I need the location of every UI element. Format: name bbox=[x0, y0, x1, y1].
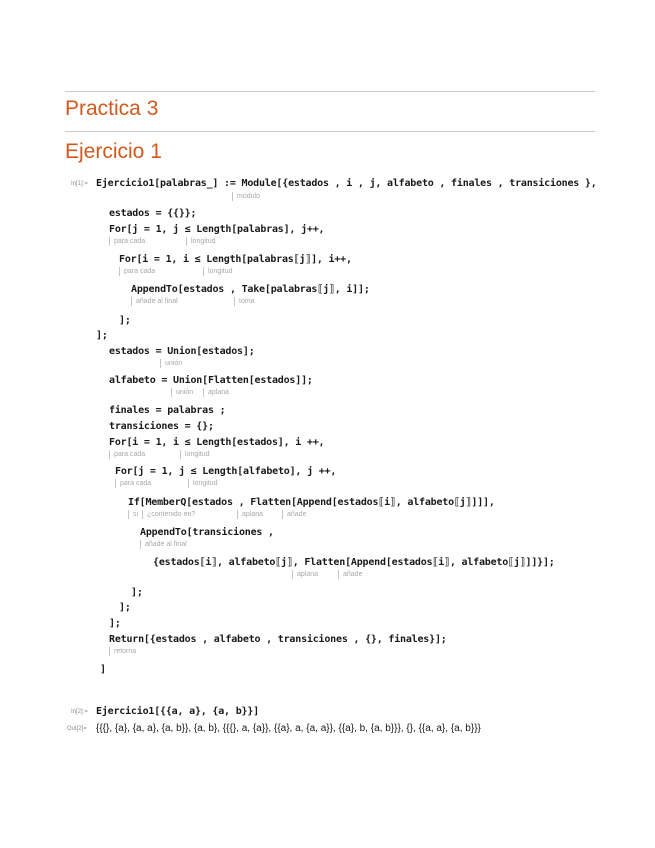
code-line[interactable]: ] bbox=[100, 664, 106, 675]
code-line[interactable]: ]; bbox=[119, 315, 131, 326]
code-line[interactable]: If[MemberQ[estados , Flatten[Append[estados⟦i⟧, alfabeto⟦j⟧]]], bbox=[128, 497, 495, 508]
usage-annotation: toma bbox=[234, 297, 255, 306]
usage-annotation: añade bbox=[282, 510, 306, 519]
page-title: Practica 3 bbox=[65, 97, 159, 120]
output-text: {{{}, {a}, {a, a}, {a, b}}, {a, b}, {{{}, a, {a}}, {{a}, a, {a, a}}, {{a}, b, {a, b}}}, {}, {{a, a}, {a, b}}} bbox=[96, 723, 481, 734]
code-line[interactable]: ]; bbox=[96, 330, 108, 341]
usage-annotation: longitud bbox=[188, 479, 218, 488]
code-line[interactable]: ]; bbox=[119, 602, 131, 613]
usage-annotation: para cada bbox=[109, 450, 145, 459]
code-line[interactable]: alfabeto = Union[Flatten[estados]]; bbox=[109, 375, 313, 386]
code-line[interactable]: Ejercicio1[palabras_] := Module[{estados , i , j, alfabeto , finales , transiciones }, bbox=[96, 178, 597, 189]
usage-annotation: unión bbox=[171, 388, 193, 397]
code-line[interactable]: For[j = 1, j ≤ Length[palabras], j++, bbox=[109, 224, 325, 235]
usage-annotation: añade al final bbox=[131, 297, 178, 306]
usage-annotation: retorna bbox=[109, 647, 136, 656]
usage-annotation: longitud bbox=[203, 267, 233, 276]
usage-annotation: longitud bbox=[186, 237, 216, 246]
usage-annotation: aplana bbox=[292, 570, 318, 579]
usage-annotation: unión bbox=[160, 359, 182, 368]
code-line[interactable]: AppendTo[estados , Take[palabras⟦j⟧, i]]; bbox=[131, 284, 370, 295]
code-line[interactable]: For[i = 1, i ≤ Length[estados], i ++, bbox=[109, 437, 325, 448]
usage-annotation: añade bbox=[338, 570, 362, 579]
usage-annotation: ¿contenido en? bbox=[142, 510, 195, 519]
usage-annotation: para cada bbox=[115, 479, 151, 488]
code-line[interactable]: Return[{estados , alfabeto , transiciones , {}, finales}]; bbox=[109, 634, 447, 645]
usage-annotation: longitud bbox=[180, 450, 210, 459]
code-line[interactable]: ]; bbox=[109, 618, 121, 629]
code-line[interactable]: {estados⟦i⟧, alfabeto⟦j⟧, Flatten[Append[estados⟦i⟧, alfabeto⟦j⟧]]}]; bbox=[153, 557, 555, 568]
title-rule bbox=[65, 131, 595, 132]
code-line[interactable]: ]; bbox=[131, 587, 143, 598]
code-line[interactable]: finales = palabras ; bbox=[109, 405, 226, 416]
usage-annotation: si bbox=[128, 510, 138, 519]
top-rule bbox=[65, 91, 595, 92]
code-line[interactable]: AppendTo[transiciones , bbox=[140, 527, 274, 538]
code-line[interactable]: estados = {{}}; bbox=[109, 208, 197, 219]
code-line[interactable]: Ejercicio1[{{a, a}, {a, b}}] bbox=[96, 706, 259, 717]
usage-annotation: para cada bbox=[109, 237, 145, 246]
input-label: In[1]:= bbox=[71, 181, 88, 187]
code-line[interactable]: transiciones = {}; bbox=[109, 421, 214, 432]
usage-annotation: módulo bbox=[232, 192, 260, 201]
code-line[interactable]: estados = Union[estados]; bbox=[109, 346, 255, 357]
usage-annotation: para cada bbox=[119, 267, 155, 276]
input-label: In[2]:= bbox=[71, 709, 88, 715]
usage-annotation: aplana bbox=[237, 510, 263, 519]
code-line[interactable]: For[j = 1, j ≤ Length[alfabeto], j ++, bbox=[115, 466, 337, 477]
usage-annotation: aplana bbox=[203, 388, 229, 397]
usage-annotation: añade al final bbox=[140, 540, 187, 549]
section-heading: Ejercicio 1 bbox=[65, 140, 162, 163]
code-line[interactable]: For[i = 1, i ≤ Length[palabras⟦j⟧], i++, bbox=[119, 254, 352, 265]
output-label: Out[2]= bbox=[67, 726, 87, 732]
